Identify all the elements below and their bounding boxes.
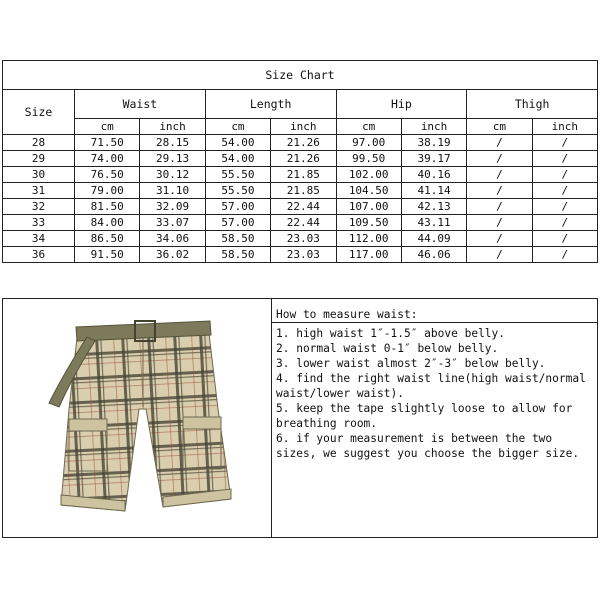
measurement-cell: 109.50 — [336, 215, 401, 231]
product-photo — [3, 299, 272, 537]
table-row — [3, 215, 598, 231]
size-chart-body — [3, 135, 598, 263]
measurement-cell: 21.26 — [271, 151, 336, 167]
unit-header: cm — [336, 119, 401, 135]
measurement-cell: / — [532, 247, 597, 263]
measurement-cell: 54.00 — [205, 151, 270, 167]
measurement-cell: 58.50 — [205, 231, 270, 247]
measurement-cell: 79.00 — [75, 183, 140, 199]
size-cell: 34 — [3, 231, 75, 247]
table-row — [3, 167, 598, 183]
measurement-cell: 38.19 — [401, 135, 466, 151]
measurement-cell: 46.06 — [401, 247, 466, 263]
measurement-cell: 23.03 — [271, 231, 336, 247]
measurement-cell: / — [532, 183, 597, 199]
measurement-cell: / — [467, 135, 532, 151]
size-cell: 28 — [3, 135, 75, 151]
measurement-cell: 102.00 — [336, 167, 401, 183]
measurement-cell: 91.50 — [75, 247, 140, 263]
measurement-cell: 107.00 — [336, 199, 401, 215]
size-chart-title: Size Chart — [3, 61, 598, 90]
thigh-header: Thigh — [467, 90, 598, 119]
unit-header: inch — [401, 119, 466, 135]
measurement-cell: / — [467, 231, 532, 247]
measurement-cell: 39.17 — [401, 151, 466, 167]
table-row — [3, 151, 598, 167]
unit-header: inch — [532, 119, 597, 135]
size-cell: 32 — [3, 199, 75, 215]
measurement-cell: 21.85 — [271, 167, 336, 183]
measurement-cell: / — [467, 215, 532, 231]
measure-guide-panel — [2, 298, 598, 538]
measurement-cell: / — [532, 167, 597, 183]
measurement-cell: 57.00 — [205, 215, 270, 231]
measurement-cell: / — [467, 167, 532, 183]
measurement-cell: 43.11 — [401, 215, 466, 231]
measurement-cell: 41.14 — [401, 183, 466, 199]
table-row — [3, 247, 598, 263]
instruction-item: 6. if your measurement is between the two sizes, we suggest you choose the bigger size. — [276, 432, 580, 460]
measurement-cell: 40.16 — [401, 167, 466, 183]
measurement-cell: 22.44 — [271, 199, 336, 215]
measurement-cell: / — [532, 215, 597, 231]
measurement-cell: / — [467, 183, 532, 199]
measurement-cell: 55.50 — [205, 167, 270, 183]
size-column-header: Size — [3, 90, 75, 135]
measurement-cell: 44.09 — [401, 231, 466, 247]
measurement-cell: 21.85 — [271, 183, 336, 199]
measurement-cell: 76.50 — [75, 167, 140, 183]
size-cell: 29 — [3, 151, 75, 167]
size-cell: 30 — [3, 167, 75, 183]
measurement-cell: / — [467, 199, 532, 215]
table-row — [3, 183, 598, 199]
measurement-cell: 29.13 — [140, 151, 205, 167]
measurement-cell: 86.50 — [75, 231, 140, 247]
plaid-cargo-shorts-image — [3, 299, 271, 537]
size-chart-table — [2, 60, 598, 263]
measurement-cell: 81.50 — [75, 199, 140, 215]
measurement-cell: 31.10 — [140, 183, 205, 199]
instruction-item: 3. lower waist almost 2″-3″ below belly. — [276, 357, 546, 370]
measurement-cell: 58.50 — [205, 247, 270, 263]
measurement-cell: / — [467, 247, 532, 263]
unit-header: cm — [75, 119, 140, 135]
unit-header: cm — [467, 119, 532, 135]
measurement-cell: 22.44 — [271, 215, 336, 231]
measurement-cell: 117.00 — [336, 247, 401, 263]
measurement-cell: 21.26 — [271, 135, 336, 151]
measurement-cell: / — [532, 135, 597, 151]
table-row — [3, 135, 598, 151]
hip-header: Hip — [336, 90, 467, 119]
measurement-cell: 74.00 — [75, 151, 140, 167]
instruction-item: 1. high waist 1″-1.5″ above belly. — [276, 327, 506, 340]
measurement-cell: / — [467, 151, 532, 167]
instructions-heading: How to measure waist: — [272, 299, 597, 323]
table-row — [3, 199, 598, 215]
measurement-cell: 97.00 — [336, 135, 401, 151]
measurement-cell: 32.09 — [140, 199, 205, 215]
measurement-cell: 36.02 — [140, 247, 205, 263]
unit-header: inch — [140, 119, 205, 135]
instructions-list — [276, 326, 593, 461]
measurement-cell: / — [532, 231, 597, 247]
instruction-item: 4. find the right waist line(high waist/normal waist/lower waist). — [276, 372, 586, 400]
measurement-cell: 28.15 — [140, 135, 205, 151]
unit-header: cm — [205, 119, 270, 135]
size-cell: 36 — [3, 247, 75, 263]
size-cell: 33 — [3, 215, 75, 231]
measurement-cell: 23.03 — [271, 247, 336, 263]
size-cell: 31 — [3, 183, 75, 199]
measurement-cell: 99.50 — [336, 151, 401, 167]
table-row — [3, 231, 598, 247]
measurement-cell: 104.50 — [336, 183, 401, 199]
measurement-cell: 42.13 — [401, 199, 466, 215]
measure-instructions — [272, 299, 597, 537]
measurement-cell: 30.12 — [140, 167, 205, 183]
measurement-cell: / — [532, 199, 597, 215]
measurement-cell: 34.06 — [140, 231, 205, 247]
measurement-cell: 33.07 — [140, 215, 205, 231]
length-header: Length — [205, 90, 336, 119]
measurement-cell: / — [532, 151, 597, 167]
measurement-cell: 55.50 — [205, 183, 270, 199]
measurement-cell: 112.00 — [336, 231, 401, 247]
waist-header: Waist — [75, 90, 206, 119]
unit-header: inch — [271, 119, 336, 135]
instruction-item: 5. keep the tape slightly loose to allow for breathing room. — [276, 402, 573, 430]
measurement-cell: 54.00 — [205, 135, 270, 151]
measurement-cell: 57.00 — [205, 199, 270, 215]
measurement-cell: 84.00 — [75, 215, 140, 231]
measurement-cell: 71.50 — [75, 135, 140, 151]
instruction-item: 2. normal waist 0-1″ below belly. — [276, 342, 499, 355]
